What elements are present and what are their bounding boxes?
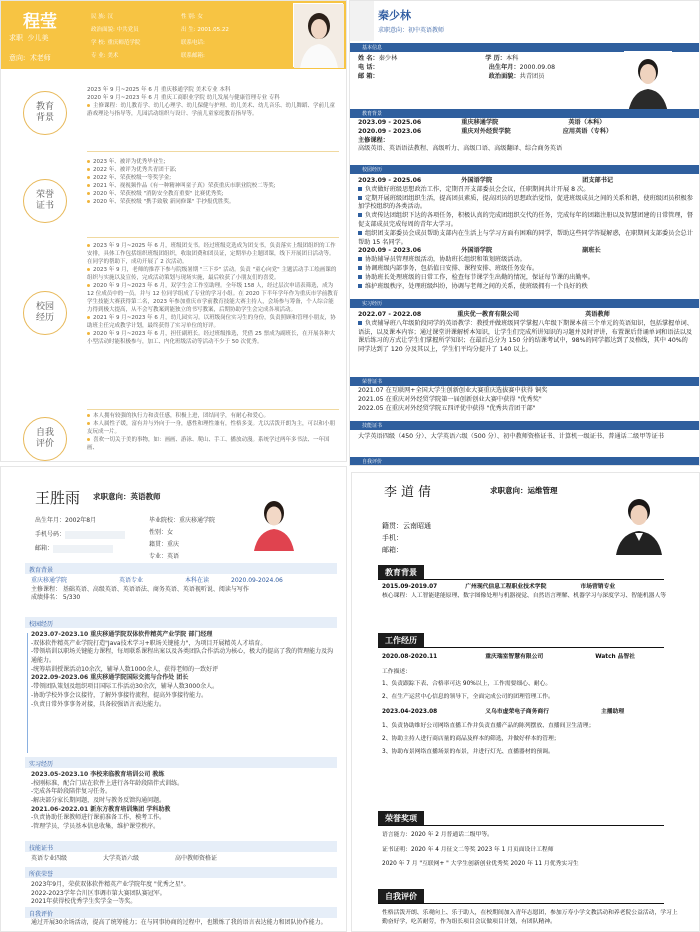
resume3-info-email: 邮箱： [35, 543, 113, 553]
resume1-objective: 求职 少儿美 [9, 34, 49, 42]
resume1-education-text: 2023 年 9 月~2025 年 6 月 重庆移通学院 美术专业 本科 2020 年 9 月~2023 年 6 月 重庆工商职业学院 幼儿发展与健康管理专业 专科 主修课程：幼儿教育学、幼儿心理学、幼儿保健与护理、幼儿美术、幼儿音乐、幼儿舞蹈、学前儿童游戏理论与指导等，儿园活动组织与设计、学前儿童家庭教育指导等。 [87, 87, 336, 117]
resume3-education: 重庆移通学院 英语专业 本科在读 2020.09-2024.06 主修课程： 基础英语、高级英语、英语语法、商务英语、英语视听说、阅读与写作 成绩排名： 5/330 [31, 577, 283, 602]
resume1-eval-text: 本人拥有较强的执行力和责任感，积极上进，团结同学，有耐心和爱心。 本人属性子缓，富有并与外向于一身，感性和理性兼有，性格多变。尤以活泼开朗为主，可以和小朋友玩成一片。 喜欢一切关于美的事物，如：画画、游泳、爬山、手工、播放动漫。系统学过两年多书法、一年国画、 [87, 413, 336, 451]
resume3-section-intern: 实习经历 [25, 757, 337, 768]
resume4-info-email: 邮箱： [382, 546, 403, 554]
resume2-section-eval: 自我评价 [350, 457, 700, 466]
divider [378, 647, 664, 648]
resume4-section-awards: 荣誉奖项 [378, 811, 424, 825]
resume2-basic-info: 姓 名：秦少林 学 历：本科 电 话： 出生年月：2000.09.08 邮 箱： 政治面貌：共青团员 [358, 55, 556, 80]
divider [87, 237, 339, 238]
resume4-photo [612, 491, 666, 555]
resume3-section-awards: 所获荣誉 [25, 867, 337, 878]
resume1-info-4: 学 校: 重庆师范学院 [91, 40, 141, 46]
resume4-objective: 求职意向：运维管理 [490, 486, 558, 495]
resume3-info-major: 专业：英语 [149, 553, 180, 560]
resume3-section-skills: 技能证书 [25, 841, 337, 852]
divider [378, 579, 664, 580]
resume1-header-band [1, 1, 347, 69]
resume2-objective: 求职意向：初中英语教师 [378, 27, 445, 34]
resume4-work: 2020.08-2020.11 重庆瑞室智慧有限公司 Watch 品智社 工作描述： 1、负责跟踪下表、合格率可达 90%以上，工作需要细心、耐心。 2、在生产运营中心信息的领导下，全面完成公司的团理管理工作。 2023.04-2023.08 义乌市虚荣电子商务商行 主播助理 1、负责协助维好公司网络直播工作并负责直播产品的陈列摆放、直播间卫生清理； 2、协助主持人进行商店量的商品及样本的筛选，并做好样本的管理； 3、协助布景网络直播场景的布景，并进行灯光、直播器材的预调。 [382, 654, 636, 755]
resume3-skills: 英语专业四级 大学英语六级 高中教师资格证 [31, 855, 218, 862]
resume1-info-3: 出 生: 2001.05.22 [181, 27, 229, 33]
resume2-section-campus: 校园经历 [350, 165, 700, 174]
resume2-photo [624, 51, 672, 113]
divider [87, 409, 339, 410]
resume2-section-education: 教育背景 [350, 109, 700, 118]
resume4-section-eval: 自我评价 [378, 889, 424, 903]
resume1-intent: 意向: 术老师 [9, 54, 51, 62]
resume2-work: 2022.07 - 2022.08 重庆优一教育有限公司 英语教师 负责辅导班八年级阶段同学的英语教学：教授并做班级同学掌握八年级下期课本前三个单元的英语知识，包括掌握单词、语法，以及课本内容；通过课堂讲课解析本知识，让学生们完成所讲知识的习题并及时评讲，布置课后背诵单词和语法以及课后练习的方式让学生们掌握所学知识；在最后总分为 150 分的结课考试中，98%的同学都达到了及格线，其中 40%的同学达到了 120 分及其以上，学生们平均分提升了 140 以上。 [358, 311, 693, 354]
resume1-info-2: 政治面貌: 中共党员 [91, 27, 139, 33]
resume2-name: 秦少林 [378, 9, 411, 22]
resume2-section-skills: 技能证书 [350, 421, 700, 430]
resume1-section-campus: 校园经历 [23, 291, 67, 335]
resume1-info-5: 联系电话: [181, 40, 205, 46]
resume-card-4 [351, 472, 700, 932]
resume4-section-work: 工作经历 [378, 633, 424, 647]
resume1-awards-text: 2023 年、被评为优秀毕业生; 2022 年、被评为优秀共青团干部; 2022 年、荣获校级一等奖学金; 2021 年、视视频作品《有一种精神叫童子真》荣获重庆市职业院校二等奖; 2020 年、荣获校级 "消防安全教育重要" 比赛优秀奖; 2020 年、荣获校级 "携手致敬 新同修课" 手抄报优胜奖。 [87, 159, 339, 207]
resume-card-1 [0, 0, 347, 462]
resume4-eval: 性格活泼开朗、乐观向上、乐于助人，在校期间加入青年志愿团，参加万寿小学文教活动和养老院公益活动，学习上勤奋好学，吃苦耐劳，作为组长项目会议做项目计划，有团队精神。 [382, 910, 678, 925]
resume3-info-school: 毕业院校：重庆移通学院 [149, 517, 216, 524]
resume1-info-0: 民 族: 汉 [91, 14, 113, 20]
resume1-info-6: 专 业: 美术 [91, 53, 119, 59]
resume1-info-7: 联系邮箱: [181, 53, 205, 59]
resume1-name: 程莹 [23, 12, 57, 32]
resume3-info-origin: 籍贯：重庆 [149, 541, 180, 548]
divider [378, 825, 664, 826]
resume3-objective: 求职意向：英语教师 [93, 492, 161, 501]
resume2-section-work: 实习经历 [350, 299, 700, 308]
resume-card-2 [349, 0, 700, 466]
resume3-info-gender: 性别：女 [149, 529, 174, 536]
resume3-name: 王胜雨 [35, 489, 81, 507]
resume3-section-education: 教育背景 [25, 563, 337, 574]
resume1-campus-text: 2023 年 9 月~2025 年 6 月，班级团支书。经过班级竞选成为团支书，负责落实上级团组织的工作安排，具体工作包括组织班级团组织，收取团费和团员证，定期举办主题团课，线下开展团日活动等。在同学的帮助下，成功开展了 2 次活动。 2023 年 9 月，老师的推荐下参与院级暑期 "三下乡" 活动。负责 "童心向党" 主题活动手工绘画课的组织与实施以及宣传，完成活动策划与现场实施，最后收获了小朋友们的喜爱。 2020 年 9 月~2023 年 6 月，双学生会工作室助理。全年级 158 人，经过层次申请表筛选，成为 12 位成员中的一员。并与 12 位同学组成了专业的学习小组。在 2020 下半年学年作为重庆市学前教育学生技能大赛获得第二名，2023 年参加重庆市学前教育技能大赛主持人，会场参与筹备，个人综合能力得到极大提高，从不会写教案到能独立的书写教案，后期协助学生会完成各项活动。 2021 年 9 月~2023 年 6 月，幼儿园实习。以班级岗位实习生的身份，负责照顾和管理小朋友，协助班主任完成教学计划，最终获得了实习单位的好评。 2020 年 9 月~2023 年 6 月，担任副班长。经过班级推选，凭借 25 票成为副班长，在开展各种大小型活动时能积极参与，加工、内化班级活动等活动不少于 50 次优秀。 [87, 243, 339, 345]
resume2-education: 2023.09 - 2025.06 重庆移通学院 英语（本科） 2020.09 - 2023.06 重庆对外经贸学院 应用英语（专科） 主修课程： 高级英语、英语语法教程、高级听力、高级口语、高级翻译、综合商务英语 [358, 119, 613, 153]
resume1-photo [293, 3, 343, 67]
resume2-section-awards: 荣誉证书 [350, 377, 700, 386]
resume3-campus: 2023.07-2023.10 重庆移通学院双体软件精英产业学院 部门经理 -双体软件精英产业学院打造"Java技术学习+职场关键能力"，为项目开展精英人才培育。 -带领培训以职场关键能力课程，每周联系课程出案以及各类团队合作活动为核心，极大的提高了我的管理能力及沟通能力。 -统筹培训授课活动10余次，辅导人数1000余人，获得老师的一致好评 2022.09-2023.06 重庆移通学院国际交流与合作处 团长 -带领团队策划及组织项目国际工作活动30余次，辅导人数3000余人。 -协助学校外事会议接待，了解外事接待流程，提高外事接待能力。 -负责日常外事事务对接，具备较强语言表达能力。 [31, 631, 334, 708]
resume1-info-1: 性 别: 女 [181, 14, 203, 20]
resume1-section-self-eval: 自我评价 [23, 417, 67, 461]
resume2-header-stripe [350, 1, 374, 41]
resume3-section-eval: 自我评价 [25, 907, 337, 918]
resume3-info-phone: 手机号码： [35, 529, 125, 539]
divider [87, 151, 339, 152]
resume2-skills: 大学英语四级（450 分）、大学英语六级（500 分）、初中教师资格证书、计算机一级证书、普通话二级甲等证书 [358, 433, 664, 440]
resume1-section-awards: 荣誉证书 [23, 179, 67, 223]
resume2-section-basic: 基本信息 [350, 43, 700, 52]
resume4-awards: 语言能力：2020 年 2 月普通话二级甲等。 证书证明：2020 年 4 月征文二等奖 2023 年 1 月页面设计工程师 2020 年 7 月 "互联网+ " 大学生创新创业优秀奖 2020 年 11 月优秀实习生 [382, 832, 579, 868]
timeline-line [27, 633, 28, 753]
resume3-info-birth: 出生年月：2002年8月 [35, 517, 97, 524]
resume1-section-education: 教育背景 [23, 91, 67, 135]
resume3-photo [251, 495, 297, 551]
resume2-campus: 2023.09 - 2025.06 外国语学院 团支部书记 负责做好班级思想政治工作，定期召开支部委员会会议，任职期间共计开展 8 次。 定期开展班级团组织生活，提高团员素质，提高团员的思想政治觉悟，促进班级成员之间的关系和谐，使班级团员积极参加学校组织的各类活动。 负责传达团组织下达的各项任务，积极认真的完成团组织交代的任务，完成每年的团籍注册以及智慧团建的日常管理，督促支部成员完成每周的青年大学习。 组织团支部委员会成员帮助支部内在生活上与学习方面有困难的同学，帮助这些同学答疑解惑，在职期间支部委员会总计帮助 15 名同学。 2020.09 - 2023.06 外国语学院 副班长 协助辅导员管理班级活动，协助班长组织和策划班级活动。 协调班级内部事务，包括值日安排、课程安排、班级任务发布。 协助班长处理班级的日常工作，检查每节课学生出勤的情况，保证每节课的出勤率。 维护班级秩序，处理班级纠纷，协调与老师之间的关系，使班级拥有一个良好的秩 [358, 177, 693, 290]
resume4-info-phone: 手机： [382, 534, 403, 542]
resume2-awards: 2021.07 在互联网+全国大学生创新创业大赛重庆选拔赛中获得 铜奖 2021.05 在重庆对外经贸学院第一届创新创业大赛中获得 "优秀奖" 2022.05 在重庆对外经贸学院五四评优中获得 "优秀共青团干部" [358, 387, 548, 412]
resume4-info-origin: 籍贯：云南昭通 [382, 522, 431, 530]
resume4-section-education: 教育背景 [378, 565, 424, 579]
resume3-awards: 2023年9月，荣获双体软件精英产业学院年度 "优秀之星"。 2022-2023学年合川区事调市第大赛团队赛冠军。 2021年获得校优秀学生奖学金一等奖。 [31, 881, 190, 906]
resume3-intern: 2023.05-2023.10 李校来临教育培训公司 教练 -按刚标准，配合门店在软件上进行各年龄段陪伴式训练。 -完成各年龄段陪伴复习任务。 -解决部分家长期问题，及时与教务反馈沟通问题。 2021.06-2022.01 新东方教育培训集团 学科助教 -负责协助任课教师进行课前准备工作，模考工作。 -管理学员，学员基本信息收集，维护课堂秩序。 [31, 771, 184, 831]
resume3-section-campus: 校园经历 [25, 617, 337, 628]
resume3-eval: 通过开展30余场活动，提高了统筹能力；在与同事协商的过程中，也锻炼了我的语言表达能力和团队协作能力。 [31, 919, 327, 926]
resume2-header [350, 1, 700, 41]
divider [378, 903, 664, 904]
resume-card-3 [0, 466, 347, 932]
resume4-education: 2015.09-2019.07 广州现代信息工程职业技术学院 市场营销专业 核心课程：人工智能建能原理、数字图像处理与机器视觉、自然语言理解、机器学习与深度学习、智能机器人等 [382, 584, 667, 599]
resume4-name: 李道倩 [384, 485, 436, 500]
